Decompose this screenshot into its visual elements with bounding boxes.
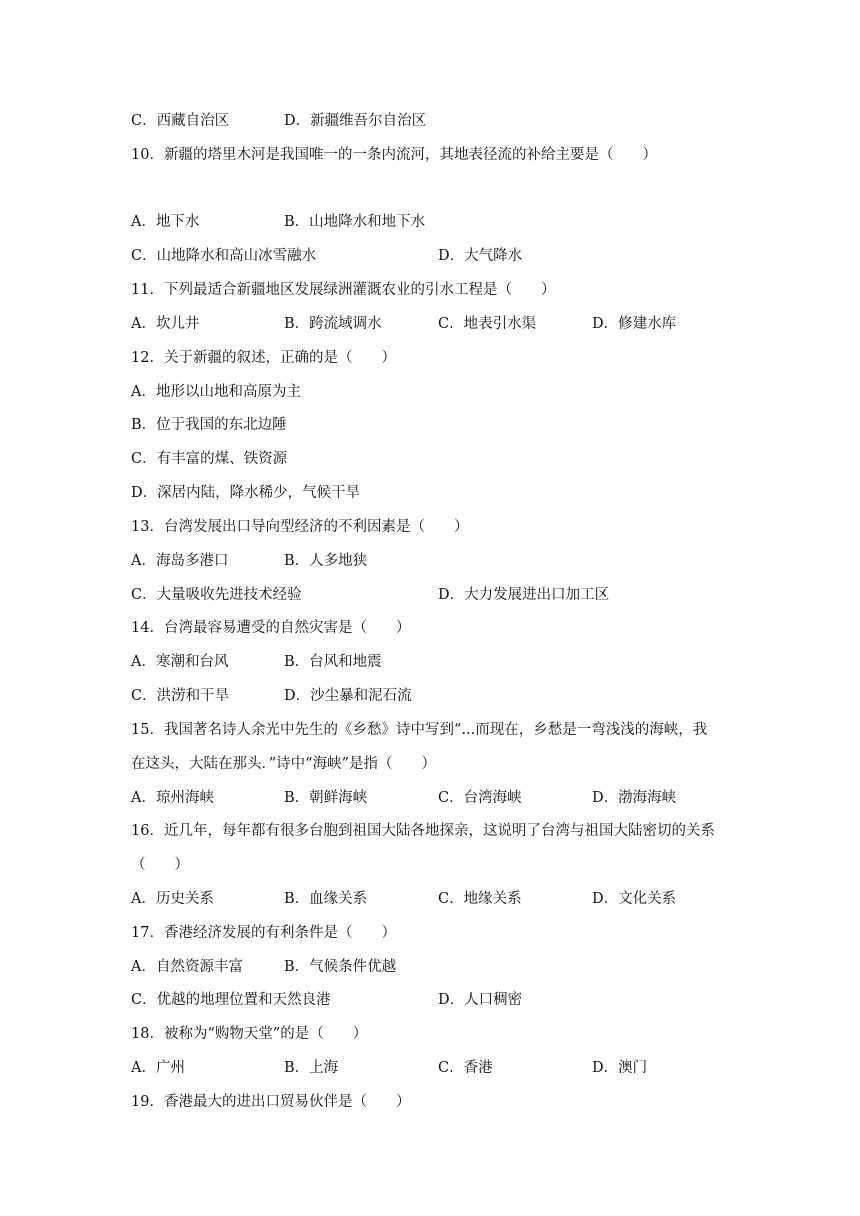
q13-option-b: B．人多地狭	[284, 553, 368, 569]
q17-option-a: A．自然资源丰富	[131, 959, 243, 975]
q19-stem: 19．香港最大的进出口贸易伙伴是（ ）	[131, 1094, 411, 1110]
q11-option-b: B．跨流域调水	[284, 316, 382, 332]
q18-option-a: A．广州	[131, 1060, 185, 1076]
q18-option-b: B．上海	[284, 1060, 339, 1076]
q17-option-d: D．人口稠密	[438, 992, 523, 1008]
q14-option-a: A．寒潮和台风	[131, 654, 229, 670]
q13-option-c: C．大量吸收先进技术经验	[131, 587, 302, 603]
q15-option-c: C．台湾海峡	[438, 790, 522, 806]
q11-option-a: A．坎儿井	[131, 316, 200, 332]
q15-option-b: B．朝鲜海峡	[284, 790, 368, 806]
q9-option-d: D．新疆维吾尔自治区	[284, 113, 427, 129]
q10-option-a: A．地下水	[131, 214, 200, 230]
q16-stem-line2: （ ）	[131, 857, 189, 873]
q16-option-c: C．地缘关系	[438, 891, 522, 907]
q10-option-d: D．大气降水	[438, 248, 523, 264]
q16-option-a: A．历史关系	[131, 891, 214, 907]
q10-option-b: B．山地降水和地下水	[284, 214, 426, 230]
q17-stem: 17．香港经济发展的有利条件是（ ）	[131, 925, 396, 941]
q12-option-a: A．地形以山地和高原为主	[131, 384, 301, 400]
q14-option-b: B．台风和地震	[284, 654, 382, 670]
q13-stem: 13．台湾发展出口导向型经济的不利因素是（ ）	[131, 519, 469, 535]
q17-option-c: C．优越的地理位置和天然良港	[131, 992, 331, 1008]
q14-option-c: C．洪涝和干旱	[131, 688, 230, 704]
q14-stem: 14．台湾最容易遭受的自然灾害是（ ）	[131, 620, 411, 636]
q10-stem: 10．新疆的塔里木河是我国唯一的一条内流河，其地表径流的补给主要是（ ）	[131, 147, 657, 163]
q18-stem: 18．被称为“购物天堂”的是（ ）	[131, 1026, 368, 1042]
q15-stem-line2: 在这头，大陆在那头．”诗中“海峡”是指（ ）	[131, 756, 436, 772]
q10-option-c: C．山地降水和高山冰雪融水	[131, 248, 317, 264]
q12-option-b: B．位于我国的东北边陲	[131, 417, 287, 433]
q18-option-d: D．澳门	[592, 1060, 648, 1076]
q11-stem: 11．下列最适合新疆地区发展绿洲灌溉农业的引水工程是（ ）	[131, 282, 556, 298]
q12-option-c: C．有丰富的煤、铁资源	[131, 451, 288, 467]
q17-option-b: B．气候条件优越	[284, 959, 397, 975]
q14-option-d: D．沙尘暴和泥石流	[284, 688, 412, 704]
q11-option-c: C．地表引水渠	[438, 316, 537, 332]
q12-option-d: D．深居内陆，降水稀少，气候干旱	[131, 485, 361, 501]
q16-option-b: B．血缘关系	[284, 891, 368, 907]
q16-stem-line1: 16．近几年，每年都有很多台胞到祖国大陆各地探亲，这说明了台湾与祖国大陆密切的关系	[131, 823, 715, 839]
q13-option-d: D．大力发展进出口加工区	[438, 587, 610, 603]
q15-option-a: A．琼州海峡	[131, 790, 214, 806]
q16-option-d: D．文化关系	[592, 891, 677, 907]
q15-stem-line1: 15．我国著名诗人余光中先生的《乡愁》诗中写到“...而现在，乡愁是一弯浅浅的海峡，我	[131, 722, 708, 738]
q11-option-d: D．修建水库	[592, 316, 677, 332]
q15-option-d: D．渤海海峡	[592, 790, 677, 806]
q12-stem: 12．关于新疆的叙述，正确的是（ ）	[131, 350, 396, 366]
q13-option-a: A．海岛多港口	[131, 553, 229, 569]
q9-option-c: C．西藏自治区	[131, 113, 230, 129]
q18-option-c: C．香港	[438, 1060, 493, 1076]
